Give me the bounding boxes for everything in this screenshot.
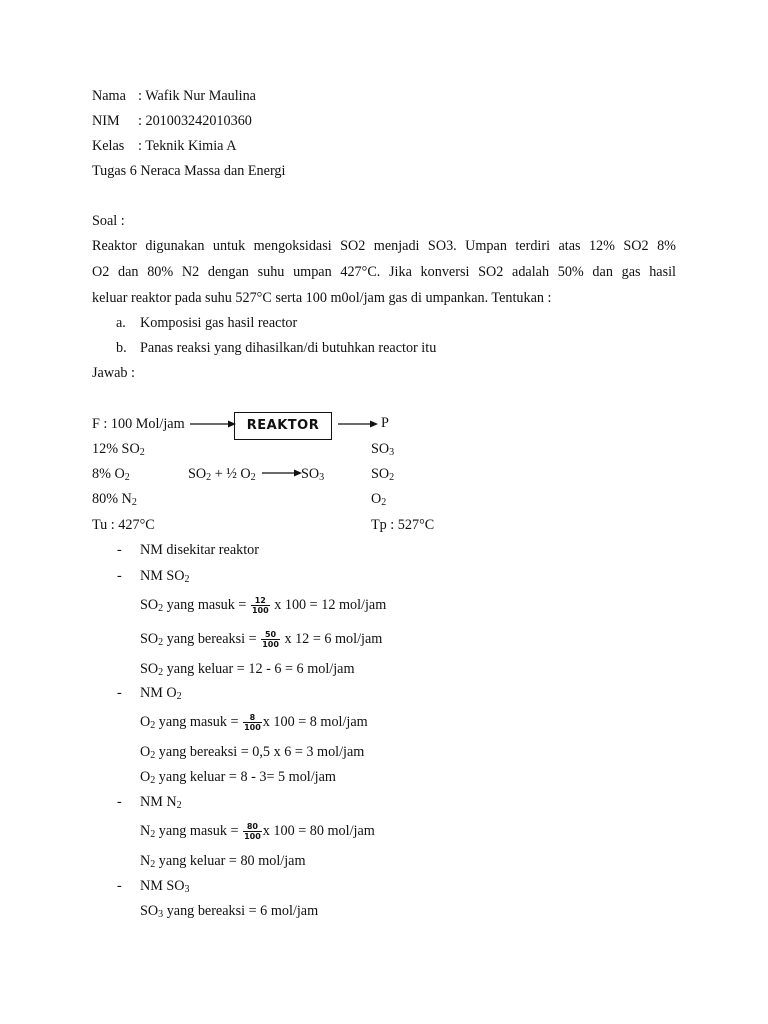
soal-line-3: keluar reaktor pada suhu 527°C serta 100 m0ol/jam gas di umpankan. Tentukan :	[92, 290, 552, 306]
n2-masuk: $N_2$ yang masuk = $\frac{80}{100}$ x 100 = 80 mol/jam	[140, 822, 375, 842]
feed-temperature: Tu : 427°C	[92, 517, 155, 533]
soal-line-2: O2 dan 80% N2 dengan suhu umpan 427°C. Jika konversi SO2 adalah 50% dan gas hasil	[92, 264, 676, 280]
product-so2: $SO_2$	[371, 466, 395, 483]
product-label: P	[381, 415, 389, 431]
fraction: $\frac{80}{100}$	[244, 822, 261, 842]
reactor-box: REAKTOR	[234, 412, 332, 440]
kelas-value: : Teknik Kimia A	[138, 138, 237, 154]
feed-label: F : 100 Mol/jam	[92, 416, 185, 432]
nim-row	[92, 112, 252, 130]
product-temperature: Tp : 527°C	[371, 517, 435, 533]
feed-so2: 12% $SO_2$	[92, 441, 145, 458]
o2-masuk: $O_2$ yang masuk = $\frac{8}{100}$ x 100 = 8 mol/jam	[140, 713, 368, 733]
product-so3: $SO_3$	[371, 441, 395, 458]
nama-label: Nama	[92, 88, 126, 104]
nm-n2-heading: NM $N_2$	[140, 794, 182, 811]
bullet-dash: -	[117, 542, 122, 558]
so2-keluar: $SO_2$ yang keluar = 12 - 6 = 6 mol/jam	[140, 661, 355, 678]
bullet-dash: -	[117, 794, 122, 810]
nama-row	[92, 87, 256, 105]
so3-bereaksi: $SO_3$ yang bereaksi = 6 mol/jam	[140, 903, 319, 920]
nim-label: NIM	[92, 113, 120, 129]
soal-item-b-marker: b.	[116, 340, 127, 356]
o2-keluar: $O_2$ yang keluar = 8 - 3= 5 mol/jam	[140, 769, 336, 786]
soal-label: Soal :	[92, 213, 125, 229]
n2-keluar: $N_2$ yang keluar = 80 mol/jam	[140, 853, 306, 870]
nm-reaktor: NM disekitar reaktor	[140, 542, 259, 558]
fraction: $\frac{8}{100}$	[244, 713, 261, 733]
bullet-dash: -	[117, 878, 122, 894]
nm-o2-heading: NM $O_2$	[140, 685, 182, 702]
so2-bereaksi: $SO_2$ yang bereaksi = $\frac{50}{100}$ x 12 = 6 mol/jam	[140, 630, 383, 650]
nama-value: : Wafik Nur Maulina	[138, 88, 256, 104]
soal-line-1: Reaktor digunakan untuk mengoksidasi SO2 menjadi SO3. Umpan terdiri atas 12% SO2 8%	[92, 238, 676, 254]
so2-masuk: $SO_2$ yang masuk = $\frac{12}{100}$ x 100 = 12 mol/jam	[140, 596, 387, 616]
feed-n2: 80% $N_2$	[92, 491, 137, 508]
nm-so3-heading: NM $SO_3$	[140, 878, 190, 895]
feed-o2: 8% $O_2$	[92, 466, 130, 483]
feed-arrow	[190, 418, 236, 430]
fraction: $\frac{12}{100}$	[251, 596, 269, 616]
nim-value: : 201003242010360	[138, 113, 252, 129]
kelas-row	[92, 137, 236, 155]
product-o2: $O_2$	[371, 491, 387, 508]
kelas-label: Kelas	[92, 138, 125, 154]
soal-item-a-text: Komposisi gas hasil reactor	[140, 315, 298, 331]
tugas-title: Tugas 6 Neraca Massa dan Energi	[92, 163, 286, 179]
reaction-product: $SO_3$	[301, 466, 325, 483]
bullet-dash: -	[117, 568, 122, 584]
soal-item-a-marker: a.	[116, 315, 126, 331]
bullet-dash: -	[117, 685, 122, 701]
fraction: $\frac{50}{100}$	[262, 630, 279, 650]
nm-so2-heading: NM $SO_2$	[140, 568, 190, 585]
jawab-label: Jawab :	[92, 365, 135, 381]
reaction-arrow	[262, 467, 302, 479]
product-arrow	[338, 418, 378, 430]
o2-bereaksi: $O_2$ yang bereaksi = 0,5 x 6 = 3 mol/jam	[140, 744, 365, 761]
reaction-reactants: $SO_2$ + ½ $O_2$	[188, 466, 256, 483]
soal-item-b-text: Panas reaksi yang dihasilkan/di butuhkan reactor itu	[140, 340, 437, 356]
